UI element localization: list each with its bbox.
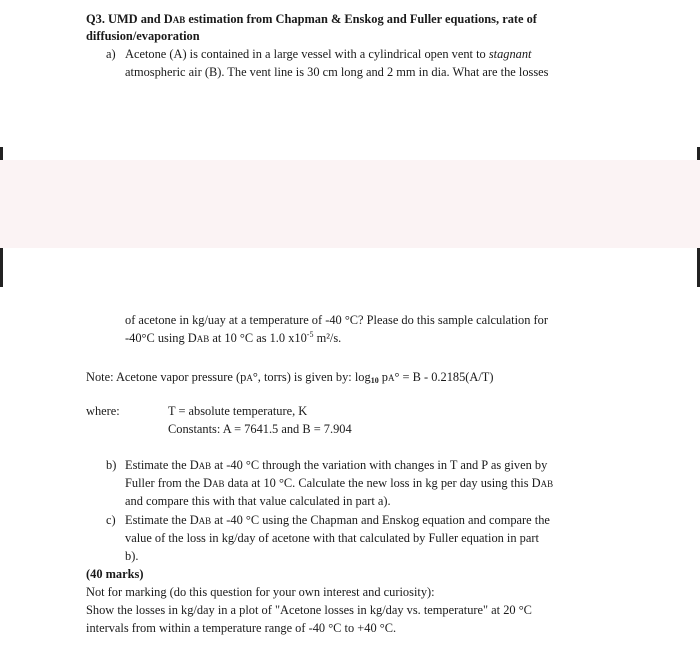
part-a-line-3: of acetone in kg/uay at a temperature of -40 °C? Please do this sample calculation for [125, 313, 548, 327]
question-title: Q3. UMD and DAB estimation from Chapman & Enskog and Fuller equations, rate of [86, 12, 537, 26]
part-a-marker: a) [106, 47, 116, 61]
blank-band [0, 160, 700, 248]
part-b-line-3: and compare this with that value calculated in part a). [125, 494, 391, 508]
part-b-line-1: Estimate the DAB at -40 °C through the variation with changes in T and P as given by [125, 458, 548, 472]
part-a-line-4: -40°C using DAB at 10 °C as 1.0 $x10^{-5}$ m²/s. [125, 329, 342, 345]
part-a-line-1: Acetone (A) is contained in a large vessel with a cylindrical open vent to stagnant [125, 47, 532, 61]
note-vapor-pressure: Note: Acetone vapor pressure (pA°, torrs) is given by: log10 pA° = B - 0.2185(A/T) [86, 370, 494, 385]
part-c-line-1: Estimate the DAB at -40 °C using the Chapman and Enskog equation and compare the [125, 513, 550, 527]
extra-line-2: Show the losses in kg/day in a plot of "Acetone losses in kg/day vs. temperature" at 20 °C [86, 603, 532, 617]
constants-line: Constants: A = 7641.5 and B = 7.904 [168, 422, 352, 436]
question-subtitle: diffusion/evaporation [86, 29, 200, 43]
extra-line-3: intervals from within a temperature range of -40 °C to +40 °C. [86, 621, 397, 635]
part-b-line-2: Fuller from the DAB data at 10 °C. Calculate the new loss in kg per day using this DAB [125, 476, 554, 490]
part-a-line-2: atmospheric air (B). The vent line is 30 cm long and 2 mm in dia. What are the losses [125, 65, 549, 79]
part-c-marker: c) [106, 513, 116, 527]
marks-label: (40 marks) [86, 567, 144, 581]
part-b-marker: b) [106, 458, 117, 472]
where-label: where: [86, 404, 120, 418]
part-c-line-2: value of the loss in kg/day of acetone with that calculated by Fuller equation in part [125, 531, 539, 545]
extra-line-1: Not for marking (do this question for your own interest and curiosity): [86, 585, 435, 599]
temperature-definition: T = absolute temperature, K [168, 404, 308, 418]
part-c-line-3: b). [125, 549, 139, 563]
